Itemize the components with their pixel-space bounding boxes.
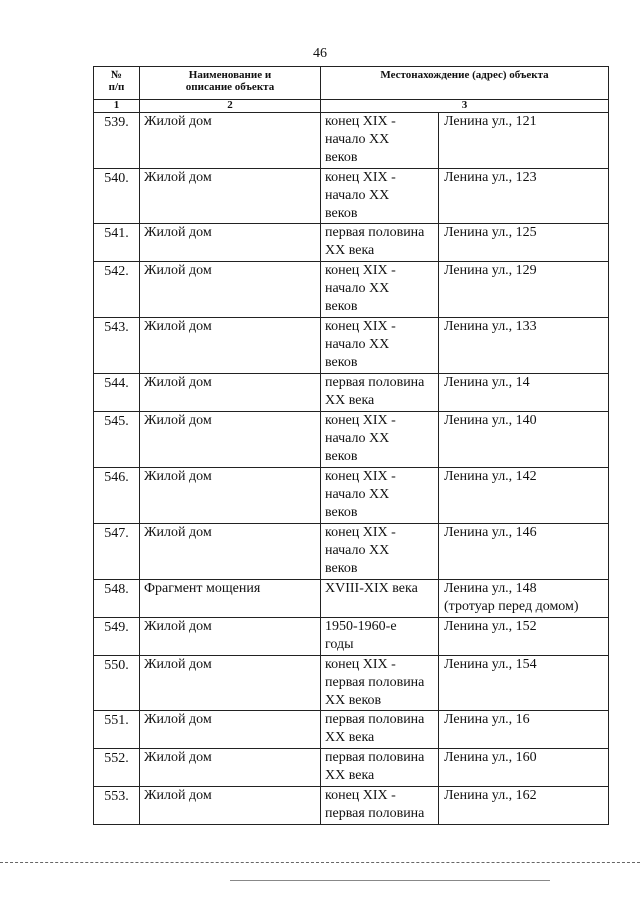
- table-row: [94, 113, 609, 169]
- object-name: Жилой дом: [140, 262, 321, 318]
- row-number: 551.: [94, 711, 140, 749]
- row-number: 549.: [94, 618, 140, 656]
- table-row: [94, 224, 609, 262]
- object-name: Жилой дом: [140, 318, 321, 374]
- object-address: Ленина ул., 148 (тротуар перед домом): [439, 580, 609, 618]
- table-row: [94, 580, 609, 618]
- object-address: Ленина ул., 162: [439, 787, 609, 825]
- object-address: Ленина ул., 123: [439, 169, 609, 224]
- table-row: [94, 656, 609, 711]
- row-number: 552.: [94, 749, 140, 787]
- row-number: 541.: [94, 224, 140, 262]
- table-row: [94, 262, 609, 318]
- row-number: 542.: [94, 262, 140, 318]
- object-address: Ленина ул., 14: [439, 374, 609, 412]
- table-row: [94, 374, 609, 412]
- object-address: Ленина ул., 121: [439, 113, 609, 169]
- object-address: Ленина ул., 142: [439, 468, 609, 524]
- table-row: [94, 524, 609, 580]
- table-row: [94, 749, 609, 787]
- object-period: первая половина XX века: [321, 224, 439, 262]
- heritage-table: [93, 66, 609, 825]
- page-number: 46: [313, 46, 327, 61]
- header-name: Наименование и описание объекта: [140, 67, 321, 100]
- row-number: 543.: [94, 318, 140, 374]
- footer-divider-short: [230, 880, 550, 881]
- table-row: [94, 468, 609, 524]
- object-period: конец XIX - начало XX веков: [321, 113, 439, 169]
- object-period: конец XIX - начало XX веков: [321, 262, 439, 318]
- object-address: Ленина ул., 160: [439, 749, 609, 787]
- row-number: 550.: [94, 656, 140, 711]
- column-index-row: [94, 100, 609, 113]
- object-name: Жилой дом: [140, 412, 321, 468]
- object-name: Жилой дом: [140, 656, 321, 711]
- object-period: конец XIX - начало XX веков: [321, 468, 439, 524]
- object-name: Жилой дом: [140, 374, 321, 412]
- object-name: Жилой дом: [140, 524, 321, 580]
- row-number: 553.: [94, 787, 140, 825]
- object-name: Жилой дом: [140, 787, 321, 825]
- table-row: [94, 318, 609, 374]
- object-period: 1950-1960-е годы: [321, 618, 439, 656]
- row-number: 546.: [94, 468, 140, 524]
- column-index-2: 2: [140, 100, 321, 113]
- object-period: конец XIX - начало XX веков: [321, 524, 439, 580]
- object-name: Жилой дом: [140, 468, 321, 524]
- object-address: Ленина ул., 129: [439, 262, 609, 318]
- object-name: Жилой дом: [140, 749, 321, 787]
- row-number: 539.: [94, 113, 140, 169]
- header-num: № п/п: [94, 67, 140, 100]
- object-period: конец XIX - начало XX веков: [321, 412, 439, 468]
- footer-divider: [0, 862, 640, 863]
- object-address: Ленина ул., 16: [439, 711, 609, 749]
- object-name: Жилой дом: [140, 224, 321, 262]
- table-row: [94, 711, 609, 749]
- object-name: Жилой дом: [140, 618, 321, 656]
- table-row: [94, 618, 609, 656]
- object-period: конец XIX - первая половина XX веков: [321, 656, 439, 711]
- object-period: XVIII-XIX века: [321, 580, 439, 618]
- object-period: первая половина XX века: [321, 749, 439, 787]
- object-address: Ленина ул., 152: [439, 618, 609, 656]
- row-number: 548.: [94, 580, 140, 618]
- object-period: первая половина XX века: [321, 374, 439, 412]
- table-row: [94, 169, 609, 224]
- object-name: Жилой дом: [140, 169, 321, 224]
- row-number: 540.: [94, 169, 140, 224]
- header-location: Местонахождение (адрес) объекта: [321, 67, 609, 100]
- object-address: Ленина ул., 146: [439, 524, 609, 580]
- object-address: Ленина ул., 140: [439, 412, 609, 468]
- table-row: [94, 412, 609, 468]
- row-number: 545.: [94, 412, 140, 468]
- row-number: 547.: [94, 524, 140, 580]
- object-name: Жилой дом: [140, 711, 321, 749]
- object-period: конец XIX - начало XX веков: [321, 318, 439, 374]
- header-row: [94, 67, 609, 100]
- object-address: Ленина ул., 125: [439, 224, 609, 262]
- table-row: [94, 787, 609, 825]
- object-period: конец XIX - начало XX веков: [321, 169, 439, 224]
- row-number: 544.: [94, 374, 140, 412]
- object-address: Ленина ул., 133: [439, 318, 609, 374]
- object-name: Фрагмент мощения: [140, 580, 321, 618]
- object-period: конец XIX - первая половина: [321, 787, 439, 825]
- object-name: Жилой дом: [140, 113, 321, 169]
- column-index-3: 3: [321, 100, 609, 113]
- object-address: Ленина ул., 154: [439, 656, 609, 711]
- object-period: первая половина XX века: [321, 711, 439, 749]
- column-index-1: 1: [94, 100, 140, 113]
